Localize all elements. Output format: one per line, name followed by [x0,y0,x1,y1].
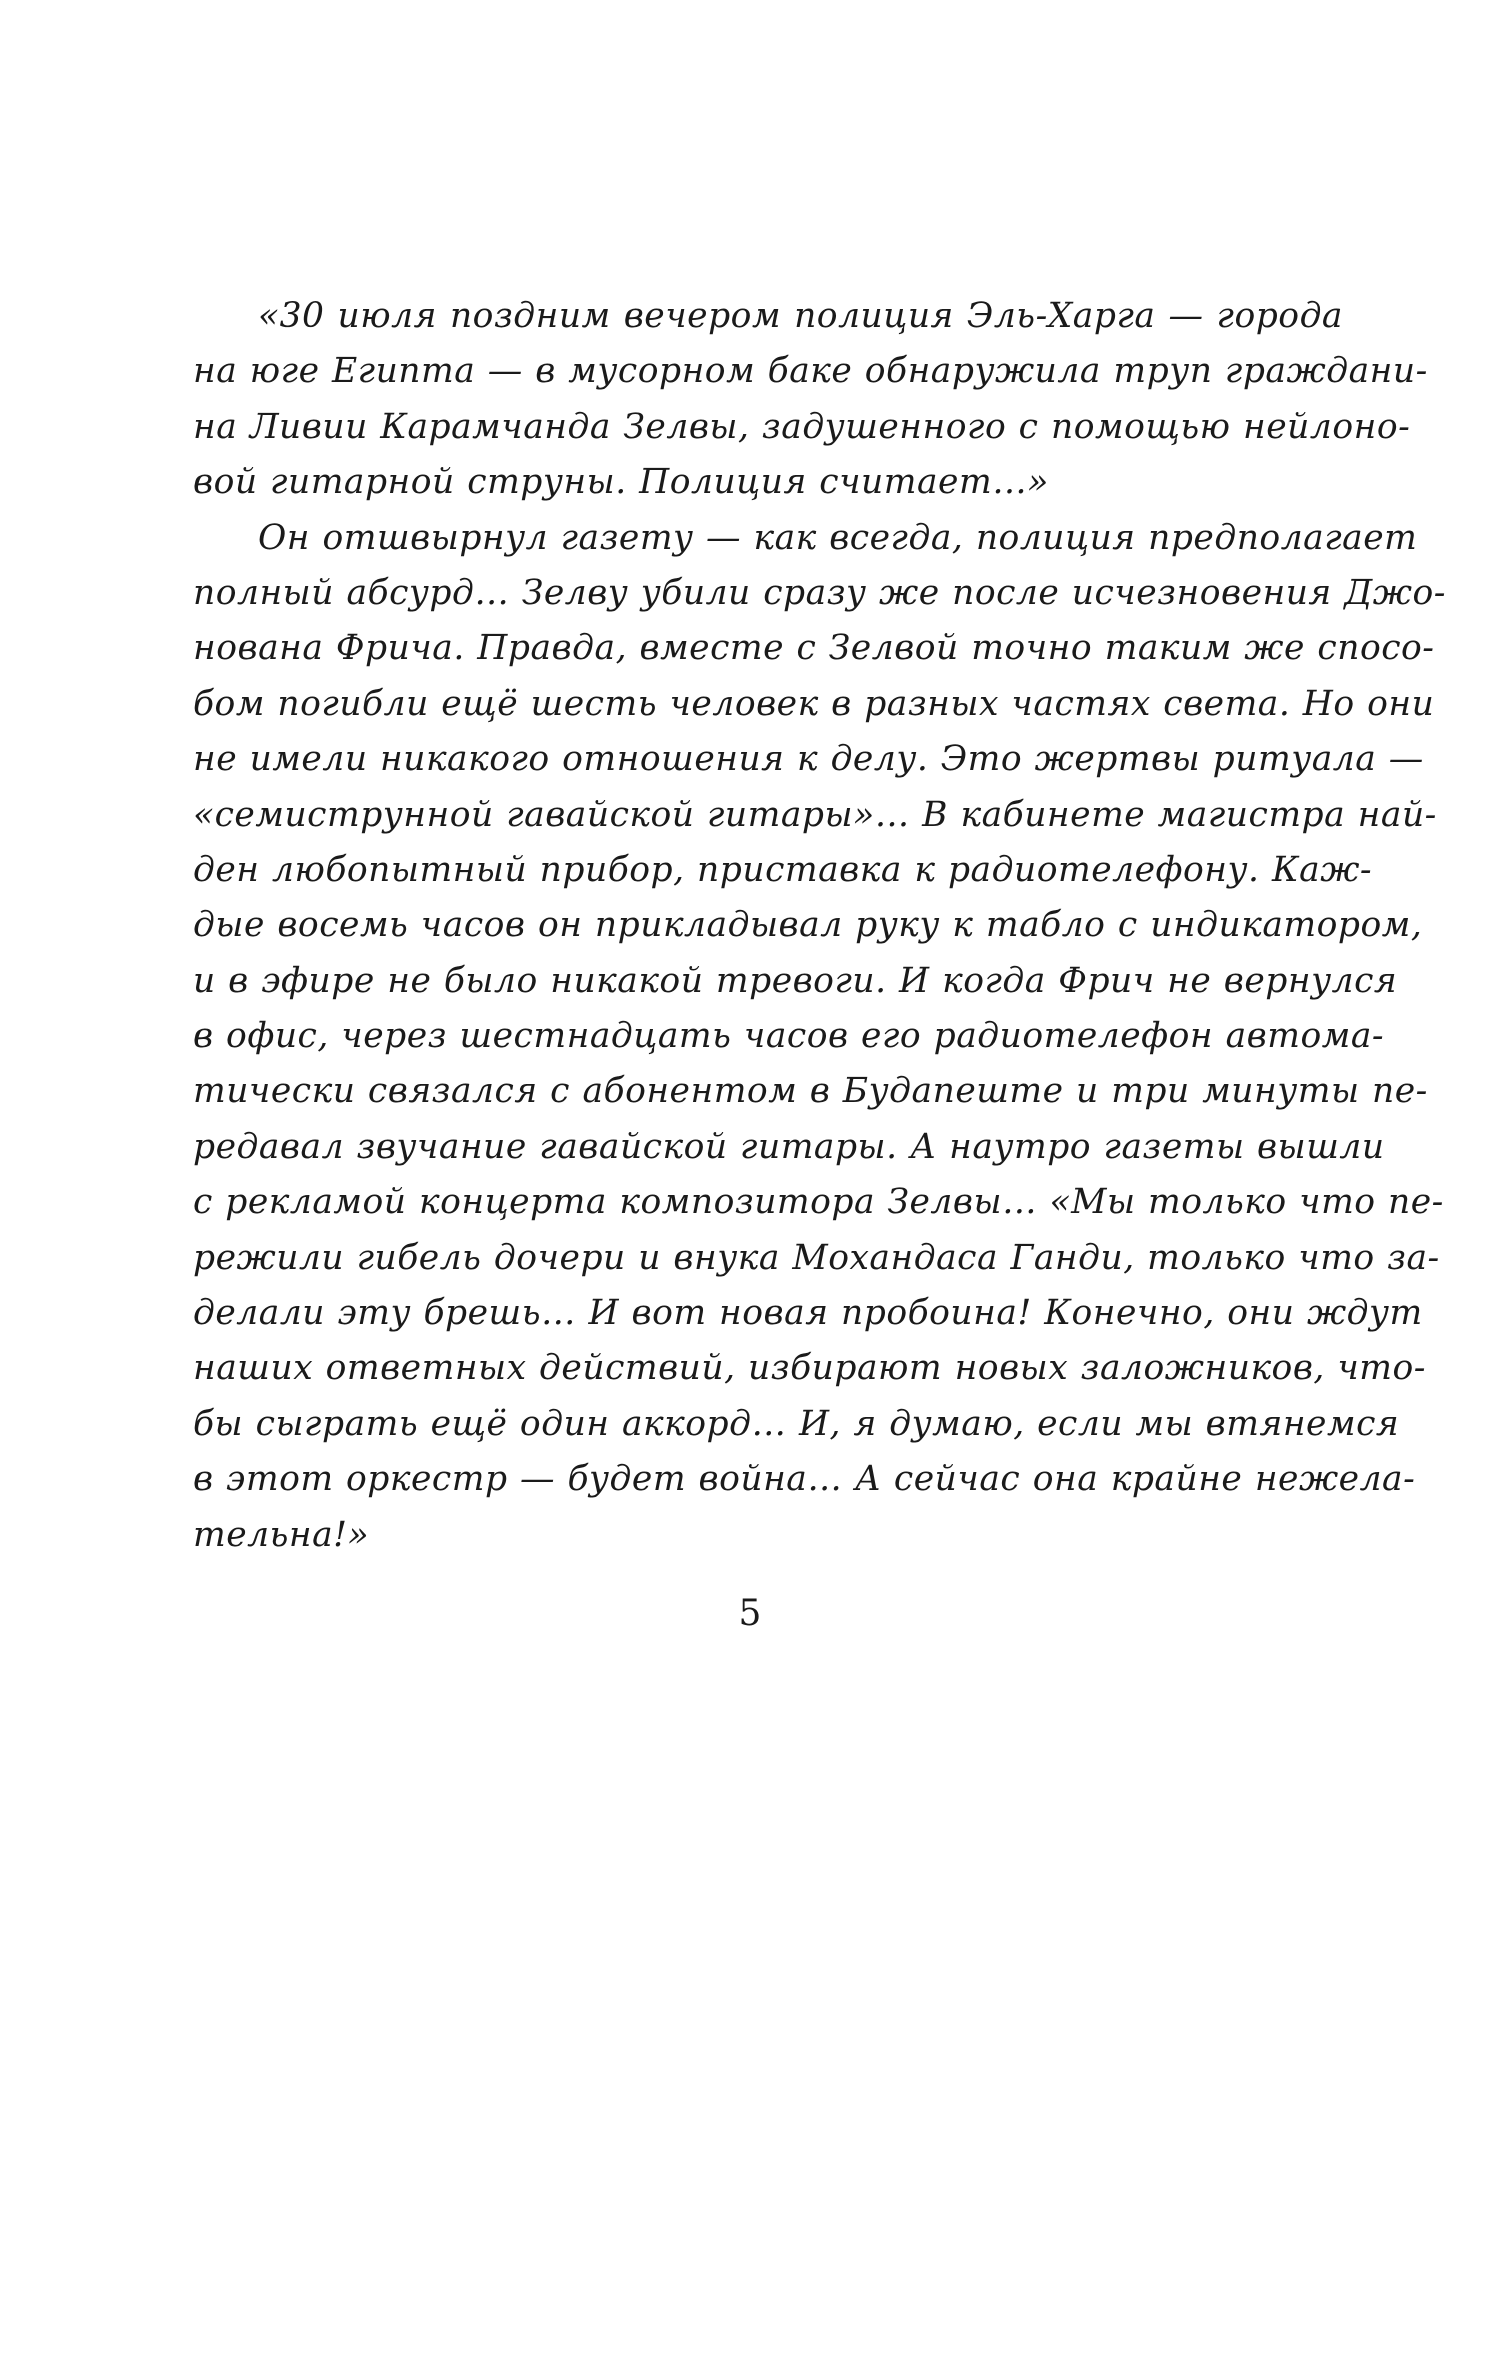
text-line: вой гитарной струны. Полиция считает…» [193,462,1049,503]
text-line: бом погибли ещё шесть человек в разных частях света. Но они [193,683,1435,724]
text-line: не имели никакого отношения к делу. Это жертвы ритуала — [193,739,1424,780]
text-line: с рекламой концерта композитора Зелвы… «Мы только что пе- [193,1182,1444,1223]
text-line: делали эту брешь… И вот новая пробоина! Конечно, они ждут [193,1293,1423,1334]
body-text [193,289,1446,1563]
paragraph-1 [193,289,1428,511]
text-line: тически связался с абонентом в Будапеште и три минуты пе- [193,1071,1428,1112]
page-number: 5 [738,1593,762,1634]
text-line: режили гибель дочери и внука Мохандаса Ганди, только что за- [193,1237,1440,1278]
text-line: на юге Египта — в мусорном баке обнаружила труп граждани- [193,351,1428,392]
text-line: бы сыграть ещё один аккорд… И, я думаю, если мы втянемся [193,1403,1400,1444]
text-line: наших ответных действий, избирают новых заложников, что- [193,1348,1426,1389]
text-line: «семиструнной гавайской гитары»… В кабинете магистра най- [193,794,1437,835]
text-line: ден любопытный прибор, приставка к радиотелефону. Каж- [193,849,1373,890]
text-line: «30 июля поздним вечером полиция Эль-Харга — города [258,296,1343,336]
text-line: редавал звучание гавайской гитары. А наутро газеты вышли [193,1126,1385,1167]
text-line: на Ливии Карамчанда Зелвы, задушенного с помощью нейлоно- [193,406,1411,447]
paragraph-2 [193,511,1446,1563]
text-line: Он отшвырнул газету — как всегда, полиция предполагает [258,517,1418,558]
text-line: дые восемь часов он прикладывал руку к табло с индикатором, [193,905,1423,946]
text-line: в этот оркестр — будет война… А сейчас она крайне нежела- [193,1459,1416,1500]
text-line: полный абсурд… Зелву убили сразу же после исчезновения Джо- [193,572,1446,613]
text-line: и в эфире не было никакой тревоги. И когда Фрич не вернулся [193,960,1398,1001]
text-line: нована Фрича. Правда, вместе с Зелвой точно таким же спосо- [193,628,1435,669]
text-line: в офис, через шестнадцать часов его радиотелефон автома- [193,1016,1385,1057]
text-line: тельна!» [193,1514,370,1555]
